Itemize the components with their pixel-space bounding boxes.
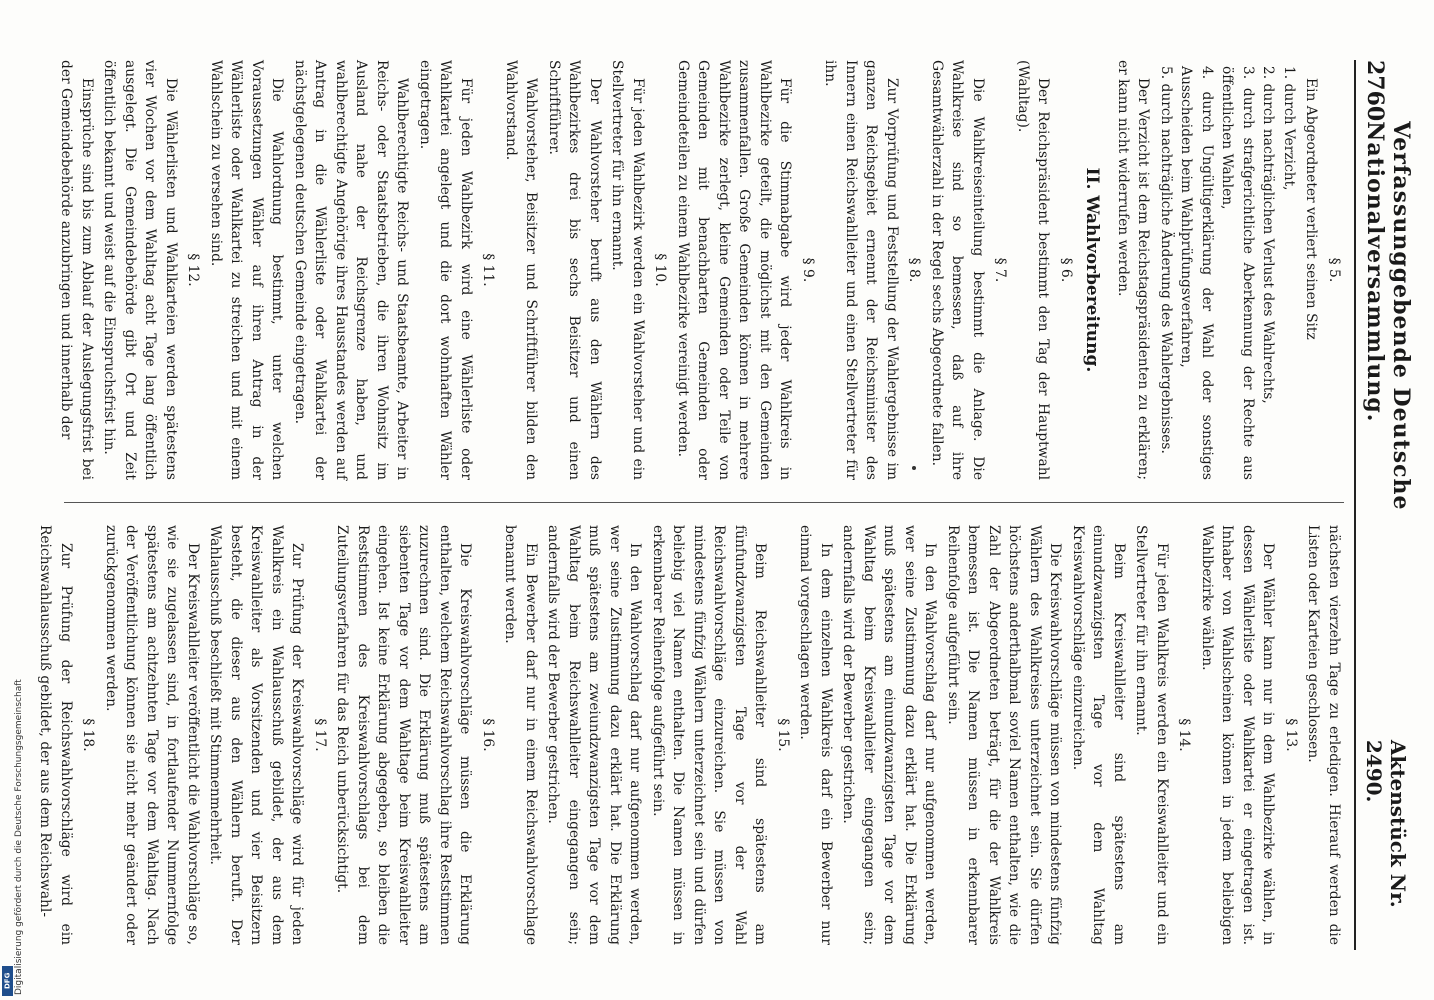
section-heading: § 6. bbox=[1058, 257, 1074, 283]
paragraph: Einsprüche sind bis zum Ablauf der Auslegungsfrist bei der Gemeindebehörde anzubringen und innerhalb der bbox=[58, 60, 95, 480]
section-heading: § 17. bbox=[312, 718, 328, 752]
list-item: 1. durch Verzicht, bbox=[1281, 66, 1297, 191]
digitization-credit bbox=[2, 600, 24, 1000]
paragraph: Die Wahlkreiseinteilung bestimmt die Anlage. Die Wahlkreise sind so bemessen, daß auf ihre Gesamtwählerzahl in der Regel sechs Abgeordnete fallen. bbox=[929, 60, 986, 480]
section-heading: § 15. bbox=[775, 718, 791, 752]
left-column bbox=[58, 60, 1344, 480]
page-content bbox=[37, 60, 1414, 950]
paragraph: nächsten vierzehn Tage zu erledigen. Hierauf werden die Listen oder Karteien geschlossen. bbox=[1305, 525, 1342, 945]
list-item: 5. durch nachträgliche Änderung des Wahlergebnisses. bbox=[1158, 66, 1174, 454]
section-heading: § 8. bbox=[906, 257, 923, 283]
part-title: II. Wahlvorbereitung. bbox=[1082, 167, 1103, 373]
paragraph: Für jeden Wahlbezirk wird eine Wählerliste oder Wahlkartei angelegt und die dort wohnhaften Wähler eingetragen. bbox=[417, 60, 474, 480]
ink-speck bbox=[912, 466, 916, 470]
paragraph: Die Kreiswahlvorschläge müssen von mindestens fünfzig Wählern des Wahlkreises unterzeichnet sein. Sie dürfen höchstens anderthalbmal soviel Namen enthalten, wie die Zahl der Abgeordneten beträgt, für die der Wahlkreis bemessen ist. Die Namen müssen in erkennbarer Reihenfolge aufgeführt sein. bbox=[945, 525, 1064, 945]
paragraph: Die Wahlordnung bestimmt, unter welchen Voraussetzungen Wähler auf ihren Antrag in der Wählerliste oder Wahlkartei zu streichen und mit einem Wahlschein zu versehen sind. bbox=[208, 60, 286, 480]
page-header bbox=[1354, 60, 1414, 950]
document-number: Aktenstück Nr. 2490. bbox=[1362, 739, 1410, 908]
section-heading: § 9. bbox=[800, 257, 816, 283]
paragraph: Die Kreiswahlvorschläge müssen die Erklärung enthalten, welchem Reichswahlvorschlag ihre Reststimmen zuzurechnen sind. Die Erklärung muß spätestens am siebenten Tage vor dem Wahltage beim Kreiswahlleiter eingehen. Ist keine Erklärung abgegeben, so bleiben die Reststimmen des Kreiswahlvorschlags bei dem Zuteilungsverfahren für das Reich unberücksichtigt. bbox=[334, 525, 474, 945]
paragraph: Wahlberechtigte Reichs- und Staatsbeamte, Arbeiter in Reichs- oder Staatsbetrieben, die ihren Wohnsitz im Ausland nahe der Reichsgrenze haben, und wahlberechtigte Angehörige ihres Hausstandes werden auf Antrag in die Wählerliste oder Wahlkartei der nächstgelegenen deutschen Gemeinde eingetragen. bbox=[292, 60, 411, 480]
paragraph: Ein Bewerber darf nur in einem Reichswahlvorschlage benannt werden. bbox=[502, 525, 539, 945]
paragraph: Zur Vorprüfung und Feststellung der Wahlergebnisse im ganzen Reichsgebiet ernennt der Reichsminister des Innern einen Reichswahlleiter und einen Stellvertreter für ihn. bbox=[822, 60, 900, 480]
paragraph: In den Wahlvorschlag darf nur aufgenommen werden, wer seine Zustimmung dazu erklärt hat. Die Erklärung muß spätestens am zweiundzwanzigsten Tage vor dem Wahltag beim Reichswahlleiter eingegangen sein; andernfalls wird der Bewerber gestrichen. bbox=[545, 525, 644, 945]
list-item: 3. durch strafgerichtliche Aberkennung der Rechte aus öffentlichen Wahlen, bbox=[1219, 66, 1256, 480]
section-heading: § 11. bbox=[480, 253, 497, 287]
paragraph: Zur Prüfung der Kreiswahlvorschläge wird für jeden Wahlkreis ein Wahlausschuß gebildet, der aus dem Kreiswahlleiter als Vorsitzenden und vier Beisitzern besteht, die dieser aus den Wählern beruft. Der Wahlausschuß beschließt mit Stimmenmehrheit. bbox=[207, 525, 306, 945]
paragraph: Für die Stimmabgabe wird jeder Wahlkreis in Wahlbezirke geteilt, die möglichst mit den Gemeinden zusammenfallen. Große Gemeinden können in mehrere Wahlbezirke zerlegt, kleine Gemeinden oder Teile von Gemeinden mit benachbarten Gemeinden oder Gemeindeteilen zu einem Wahlbezirke vereinigt werden. bbox=[675, 60, 794, 480]
list-item: 4. durch Ungültigerklärung der Wahl oder sonstiges Ausscheiden beim Wahlprüfungsverfahren, bbox=[1178, 66, 1215, 480]
paragraph: Der Reichspräsident bestimmt den Tag der Hauptwahl (Wahltag). bbox=[1015, 60, 1052, 480]
dfg-logo: DFG bbox=[2, 966, 13, 996]
section-heading: § 10. bbox=[652, 253, 669, 287]
paragraph: Zur Prüfung der Reichswahlvorschläge wird ein Reichswahlausschuß gebildet, der aus dem Reichswahl- bbox=[37, 525, 74, 945]
paragraph: Für jeden Wahlkreis werden ein Kreiswahlleiter und ein Stellvertreter für ihn ernannt. bbox=[1133, 525, 1170, 945]
list-item: 2. durch nachträglichen Verlust des Wahlrechts, bbox=[1260, 66, 1277, 404]
section-heading: § 12. bbox=[185, 253, 202, 287]
numbered-list bbox=[1156, 60, 1300, 480]
paragraph: Der Wähler kann nur in dem Wahlbezirke wählen, in dessen Wählerliste oder Wahlkartei er eingetragen ist. Inhaber von Wahlscheinen können in jedem beliebigen Wahlbezirke wählen. bbox=[1199, 525, 1277, 945]
section-heading: § 13. bbox=[1283, 718, 1299, 752]
paragraph: Wahlvorsteher, Beisitzer und Schriftführer bilden den Wahlvorstand. bbox=[503, 60, 540, 480]
section-heading: § 7. bbox=[992, 257, 1009, 283]
paragraph: Der Wahlvorsteher beruft aus den Wählern des Wahlbezirkes drei bis sechs Beisitzer und einen Schriftführer. bbox=[546, 60, 603, 480]
column-divider bbox=[64, 502, 1344, 503]
paragraph: In dem einzelnen Wahlkreis darf ein Bewerber nur einmal vorgeschlagen werden. bbox=[797, 525, 834, 945]
section-heading: § 16. bbox=[480, 718, 496, 752]
section-heading: § 5. bbox=[1326, 257, 1342, 283]
paragraph: Für jeden Wahlbezirk werden ein Wahlvorsteher und ein Stellvertreter für ihn ernannt. bbox=[609, 60, 646, 480]
paragraph: In den Wahlvorschlag darf nur aufgenommen werden, wer seine Zustimmung dazu erklärt hat. Die Erklärung muß spätestens am einundzwanzigsten Tage vor dem Wahltag beim Kreiswahlleiter eingegangen sein; andernfalls wird der Bewerber gestrichen. bbox=[840, 525, 939, 945]
section-heading: § 14. bbox=[1176, 718, 1193, 752]
paragraph: Beim Kreiswahlleiter sind spätestens am einundzwanzigsten Tage vor dem Wahltag Kreiswahlvorschläge einzureichen. bbox=[1070, 525, 1127, 945]
paragraph: Der Kreiswahlleiter veröffentlicht die Wahlvorschläge so, wie sie zugelassen sind, in fortlaufender Nummernfolge spätestens am achtzehnten Tage vor dem Wahltag. Nach der Veröffentlichung können sie nicht mehr geändert oder zurückgenommen werden. bbox=[103, 525, 201, 945]
paragraph: Beim Reichswahlleiter sind spätestens am fünfundzwanzigsten Tage vor der Wahl Reichswahlvorschläge einzureichen. Sie müssen von mindestens fünfzig Wählern unterzeichnet sein und dürfen beliebig viel Namen enthalten. Die Namen müssen in erkennbarer Reihenfolge aufgeführt sein. bbox=[650, 525, 769, 945]
section-heading: § 18. bbox=[80, 718, 97, 752]
paragraph: Die Wählerlisten und Wahlkarteien werden spätestens vier Wochen vor dem Wahltag acht Tage lang öffentlich ausgelegt. Die Gemeindebehörde gibt Ort und Zeit öffentlich bekannt und weist auf die Einspruchsfrist hin. bbox=[101, 60, 179, 480]
page-number: 2760 bbox=[1362, 60, 1388, 122]
running-title: Verfassunggebende Deutsche Nationalversammlung. bbox=[1362, 121, 1414, 511]
paragraph: Der Verzicht ist dem Reichstagspräsidenten zu erklären; er kann nicht widerrufen werden. bbox=[1115, 60, 1152, 480]
paragraph: Ein Abgeordneter verliert seinen Sitz bbox=[1303, 78, 1320, 340]
right-column bbox=[37, 525, 1344, 945]
credit-text: Digitalisierung gefördert durch die Deutsche Forschungsgemeinschaft bbox=[14, 679, 24, 995]
